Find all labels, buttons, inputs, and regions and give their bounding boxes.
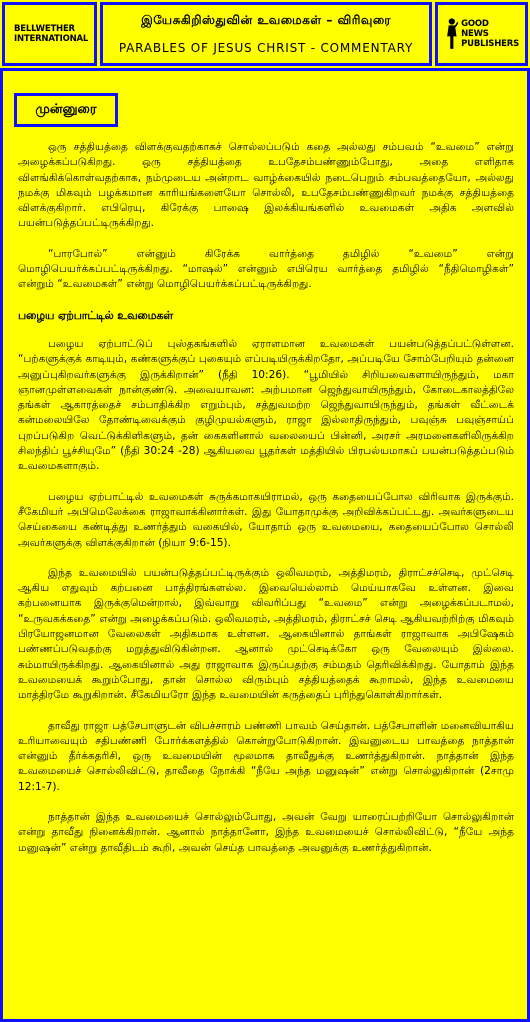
- paragraph-intro: ஒரு சத்தியத்தை விளக்குவதற்காகச் சொல்லப்படும் கதை அல்லது சம்பவம் “உவமை” என்று அழைக்கப்படுகிறது. ஒரு சத்தியத்தை உபதேசம்பண்ணும்போது, அதை எளிதாக விளங்கிக்கொள்வதற்காக, நம்முடைய அன்றாட வாழ்க்கையில் நடைபெறும் சம்பவத்தையோ, அல்லது நமக்கு மிகவும் பழக்கமான காரியங்களையோ சொல்லி, உபதேசம்பண்ணுகிறவர் நமக்கு சத்தியத்தை விளக்குகிறார். எபிரெயு, கிரேக்கு பாஷை இலக்கியங்களில் உவமைகள் அதிக அளவில் பயன்படுத்தப்பட்டிருக்கிறது.: [18, 141, 514, 230]
- paragraph-word-meaning: “பாரபோல்” என்னும் கிரேக்க வார்த்தை தமிழில் “உவமை” என்று மொழிபெயர்க்கப்பட்டிருக்கிறது. “மாஷல்” என்னும் எபிரெய வார்த்தை தமிழில் “நீதிமொழிகள்” என்றும் “உவமைகள்” என்று மொழிபெயர்க்கப்பட்டிருக்கிறது.: [18, 247, 514, 291]
- section-title: முன்னுரை: [14, 93, 118, 127]
- logo-text-right: GOOD NEWS PUBLISHERS: [461, 19, 519, 49]
- title-english: PARABLES OF JESUS CHRIST - COMMENTARY: [118, 41, 414, 55]
- title-tamil: இயேசுகிறிஸ்துவின் உவமைகள் – விரிவுரை: [141, 13, 391, 27]
- subheading-old-testament: பழைய ஏற்பாட்டில் உவமைகள்: [18, 308, 173, 322]
- publisher-logo-right: [435, 2, 528, 66]
- paragraph-david-nathan: தாவீது ராஜா பத்சேபாளுடன் விபச்சாரம் பண்ணி பாவம் செய்தான். பத்சேபாளின் மனைவியாகிய உரியாவையும் சதிபண்ணி போர்க்களத்தில் கொன்றுபோடுகிறான். இவனுடைய பாவத்தை நாத்தான் என்னும் தீர்க்கதரிசி, ஒரு உவமையின் மூலமாக தாவீதுக்கு உணர்த்துகிறான். நாத்தான் இந்த உவமையைச் சொல்லிவிட்டு, தாவீதை நோக்கி “நீயே அந்த மனுஷன்” என்று சொல்லுகிறான் (2சாமு 12:1-7).: [18, 719, 514, 793]
- frame-left-border: [0, 68, 3, 1022]
- logo-text-left: BELLWETHER INTERNATIONAL: [14, 24, 89, 44]
- paragraph-ot-examples: பழைய ஏற்பாட்டுப் புஸ்தகங்களில் ஏராளமான உவமைகள் பயன்படுத்தப்பட்டுள்ளன. “பற்களுக்குக் காடியும், கண்களுக்குப் புகையும் எப்படியிருக்கிறதோ, அப்படியே சோம்பேறியும் தன்னை அனுப்புகிறவர்களுக்கு இருக்கிறான்” (நீதி 10:26). “பூமியில் சிறியவைகளாயிருந்தும், மகா ஞானமுள்ளவைகள் நான்குண்டு. அவையாவன: அற்பமான ஜெந்துவாயிருந்தும், கோடைகாலத்திலே தங்கள் ஆகாரத்தைச் சம்பாதிக்கிற எறும்பும், சத்துவமற்ற ஜெந்துவாயிருந்தும், தங்கள் வீட்டைக் கன்மலையிலே தோண்டிவைக்கும் குழிமுயல்களும், ராஜா இல்லாதிருந்தும், பவுஞ்சு பவுஞ்சாய்ப் புறப்படுகிற வெட்டுக்கிளிகளும், தன் கைகளினால் வலையைப் பின்னி, அரசர் அரமனைகளிலிருக்கிற சிலந்திப் பூச்சியுமே” (நீதி 30:24 -28) ஆகியவை பூதர்கள் மத்தியில் பிரபல்யமாகப் பயன்படுத்தப்படும் உவமைகளாகும்.: [18, 337, 514, 473]
- header-divider: [0, 68, 530, 71]
- publisher-logo-left: [2, 2, 97, 66]
- messenger-figure-icon: [444, 13, 458, 55]
- title-box: [100, 2, 432, 66]
- paragraph-nathan-conclusion: நாத்தான் இந்த உவமையைச் சொல்லும்போது, அவன் வேறு யாரைப்பற்றியோ சொல்லுகிறான் என்று தாவீது நினைக்கிறான். ஆனால் நாத்தானோ, இந்த உவமையைச் சொல்லிவிட்டு, “நீயே அந்த மனுஷன்” என்று தாவீதிடம் கூறி, அவன் செய்த பாவத்தை அவனுக்கு உணர்த்துகிறான்.: [18, 810, 514, 854]
- article-body: [18, 140, 514, 871]
- paragraph-trees-parable: இந்த உவமையில் பயன்படுத்தப்பட்டிருக்கும் ஒலிவமரம், அத்திமரம், திராட்சச்செடி, முட்செடி ஆகிய எதுவும் கற்பனை பாத்திரங்களல்ல. இவையெல்லாம் மெய்யாகவே உள்ளன. இவை கற்பனையாக இருக்குமென்றால், இவ்வாறு விவரிப்பது “உவமை” என்று அழைக்கப்படாமல், “உருவகக்கதை” என்று அழைக்கப்படும். ஒலிவமரம், அத்திமரம், திராட்சச் செடி ஆகியவற்றிற்கு மிகவும் பிரயோஜனமான வேலைகள் அதிகமாக உள்ளன. ஆகையினால் தாங்கள் ராஜாவாக அபிஷேகம் பண்ணப்படுவதற்கு மறுத்துவிடுகின்றன. ஆனால் முட்செடிக்கோ ஒரு வேலையும் இல்லை. சும்மாயிருக்கிறது. ஆகையினால் அது ராஜாவாக இருப்பதற்கு சம்மதம் தெரிவிக்கிறது. யோதாம் இந்த உவமையைக் கூறும்போது, தான் சொல்ல விரும்பும் சத்தியத்தைக் கூறாமல், இந்த உவமையை மாத்திரமே கூறுகிறான். சீகேமியரோ இந்த உவமையின் கருத்தைப் புரிந்துகொள்கிறார்கள்.: [18, 566, 514, 702]
- page-header: [0, 0, 530, 72]
- paragraph-jotham: பழைய ஏற்பாட்டில் உவமைகள் சுருக்கமாகயிராமல், ஒரு கதையைப்போல விரிவாக இருக்கும். சீகேமியர் அபிமெலேக்கை ராஜாவாக்கினார்கள். இது யோதாமுக்கு அறிவிக்கப்பட்டது. அவர்களுடைய செய்கையை கண்டித்து உணர்த்தும் வகையில், யோதாம் ஒரு உவமையை, கதையைப்போல சொல்லி அவர்களுக்கு விளக்குகிறான் (நியா 9:6-15).: [18, 490, 514, 549]
